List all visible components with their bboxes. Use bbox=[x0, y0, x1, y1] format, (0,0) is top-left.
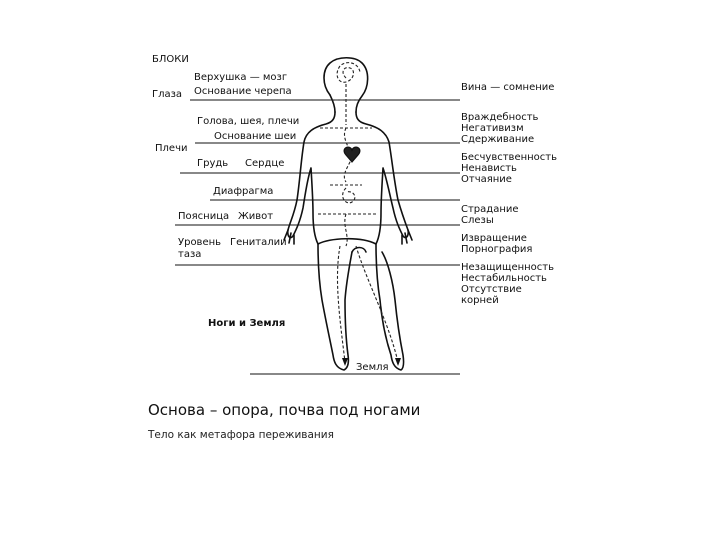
label-neck-base: Основание шеи bbox=[214, 131, 297, 142]
label-guilt-doubt: Вина — сомнение bbox=[461, 82, 555, 93]
label-pornography: Порнография bbox=[461, 244, 533, 255]
label-skull-base: Основание черепа bbox=[194, 86, 292, 97]
label-instability: Нестабильность bbox=[461, 273, 547, 284]
heart-icon bbox=[344, 147, 360, 162]
label-hostility: Враждебность bbox=[461, 112, 539, 123]
label-earth: Земля bbox=[356, 362, 389, 373]
label-pelvis-level-2: таза bbox=[178, 249, 202, 260]
label-legs-earth: Ноги и Земля bbox=[208, 318, 286, 329]
label-head-neck-shoulders: Голова, шея, плечи bbox=[197, 116, 300, 127]
label-perversion: Извращение bbox=[461, 233, 527, 244]
label-heart: Сердце bbox=[245, 158, 285, 169]
caption-title: Основа – опора, почва под ногами bbox=[148, 401, 421, 419]
label-negativism: Негативизм bbox=[461, 123, 524, 134]
caption-subtitle: Тело как метафора переживания bbox=[148, 429, 334, 441]
label-shoulders: Плечи bbox=[155, 143, 188, 154]
label-tears: Слезы bbox=[461, 215, 494, 226]
energy-flow bbox=[318, 63, 398, 362]
label-eyes: Глаза bbox=[152, 89, 183, 100]
label-rootlessness: Отсутствие корней bbox=[461, 284, 522, 306]
label-restraint: Сдерживание bbox=[461, 134, 535, 145]
blocks-header: БЛОКИ bbox=[152, 54, 189, 65]
label-hatred: Ненависть bbox=[461, 163, 517, 174]
label-crown-brain: Верхушка — мозг bbox=[194, 72, 288, 83]
label-lower-back: Поясница bbox=[178, 211, 230, 222]
label-insecurity: Незащищенность bbox=[461, 262, 555, 273]
label-pelvis-level: Уровень bbox=[178, 237, 222, 248]
label-genitals: Гениталии bbox=[230, 237, 287, 248]
arrow-down-icon bbox=[395, 358, 401, 366]
label-despair: Отчаяние bbox=[461, 174, 512, 185]
label-diaphragm: Диафрагма bbox=[213, 186, 274, 197]
label-belly: Живот bbox=[238, 211, 274, 222]
label-chest: Грудь bbox=[197, 158, 229, 169]
label-callousness: Бесчувственность bbox=[461, 152, 558, 163]
label-suffering: Страдание bbox=[461, 204, 519, 215]
